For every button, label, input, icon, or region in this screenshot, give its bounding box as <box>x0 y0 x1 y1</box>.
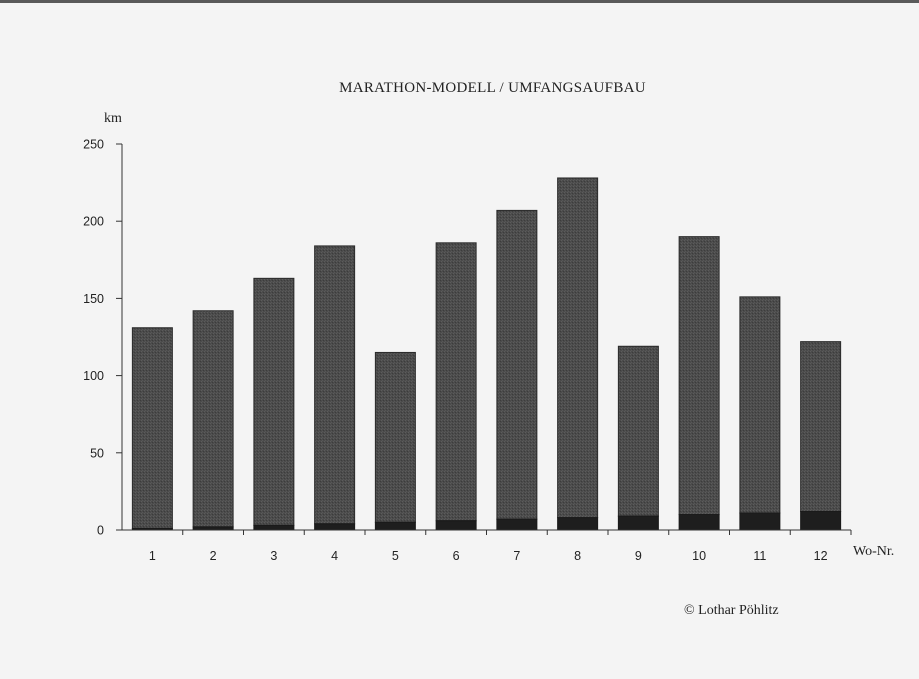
bar-lower-week-6 <box>436 521 476 530</box>
bar-upper-week-3 <box>254 278 294 525</box>
y-tick-label: 150 <box>83 291 104 306</box>
bar-upper-week-4 <box>315 246 355 524</box>
x-axis-title: Wo-Nr. <box>853 544 895 559</box>
x-tick-label: 8 <box>574 549 582 563</box>
bar-upper-week-10 <box>679 237 719 515</box>
x-tick-label: 12 <box>813 549 828 563</box>
bar-lower-week-3 <box>254 525 294 530</box>
y-axis-unit-label: km <box>104 111 122 126</box>
y-tick-label: 100 <box>83 369 104 384</box>
copyright-notice: © Lothar Pöhlitz <box>684 603 779 618</box>
x-tick-label: 1 <box>148 549 156 563</box>
y-tick-label: 0 <box>97 523 104 538</box>
bar-upper-week-8 <box>558 178 598 518</box>
bar-lower-week-8 <box>558 518 598 530</box>
x-tick-label: 6 <box>452 549 460 563</box>
x-tick-label: 3 <box>270 549 278 563</box>
x-tick-label: 4 <box>331 549 339 563</box>
bar-lower-week-11 <box>740 513 780 530</box>
bar-upper-week-9 <box>618 346 658 516</box>
x-tick-label: 5 <box>391 549 399 563</box>
chart-title: MARATHON-MODELL / UMFANGSAUFBAU <box>339 80 646 96</box>
bar-upper-week-11 <box>740 297 780 513</box>
y-tick-label: 250 <box>83 137 104 152</box>
x-tick-label: 11 <box>753 549 767 563</box>
x-tick-label: 10 <box>692 549 707 563</box>
bar-upper-week-2 <box>193 311 233 527</box>
x-tick-label: 2 <box>209 549 217 563</box>
bar-lower-week-4 <box>315 524 355 530</box>
bar-lower-week-12 <box>801 511 841 530</box>
bar-upper-week-1 <box>132 328 172 529</box>
y-tick-label: 50 <box>90 446 104 461</box>
bar-upper-week-7 <box>497 210 537 519</box>
x-tick-label: 7 <box>513 549 521 563</box>
bar-lower-week-5 <box>375 522 415 530</box>
x-tick-label: 9 <box>634 549 642 563</box>
bar-upper-week-5 <box>375 352 415 522</box>
bar-upper-week-12 <box>801 342 841 512</box>
bar-upper-week-6 <box>436 243 476 521</box>
y-tick-label: 200 <box>83 214 104 229</box>
bar-lower-week-7 <box>497 519 537 530</box>
bar-lower-week-9 <box>618 516 658 530</box>
bar-lower-week-10 <box>679 515 719 530</box>
